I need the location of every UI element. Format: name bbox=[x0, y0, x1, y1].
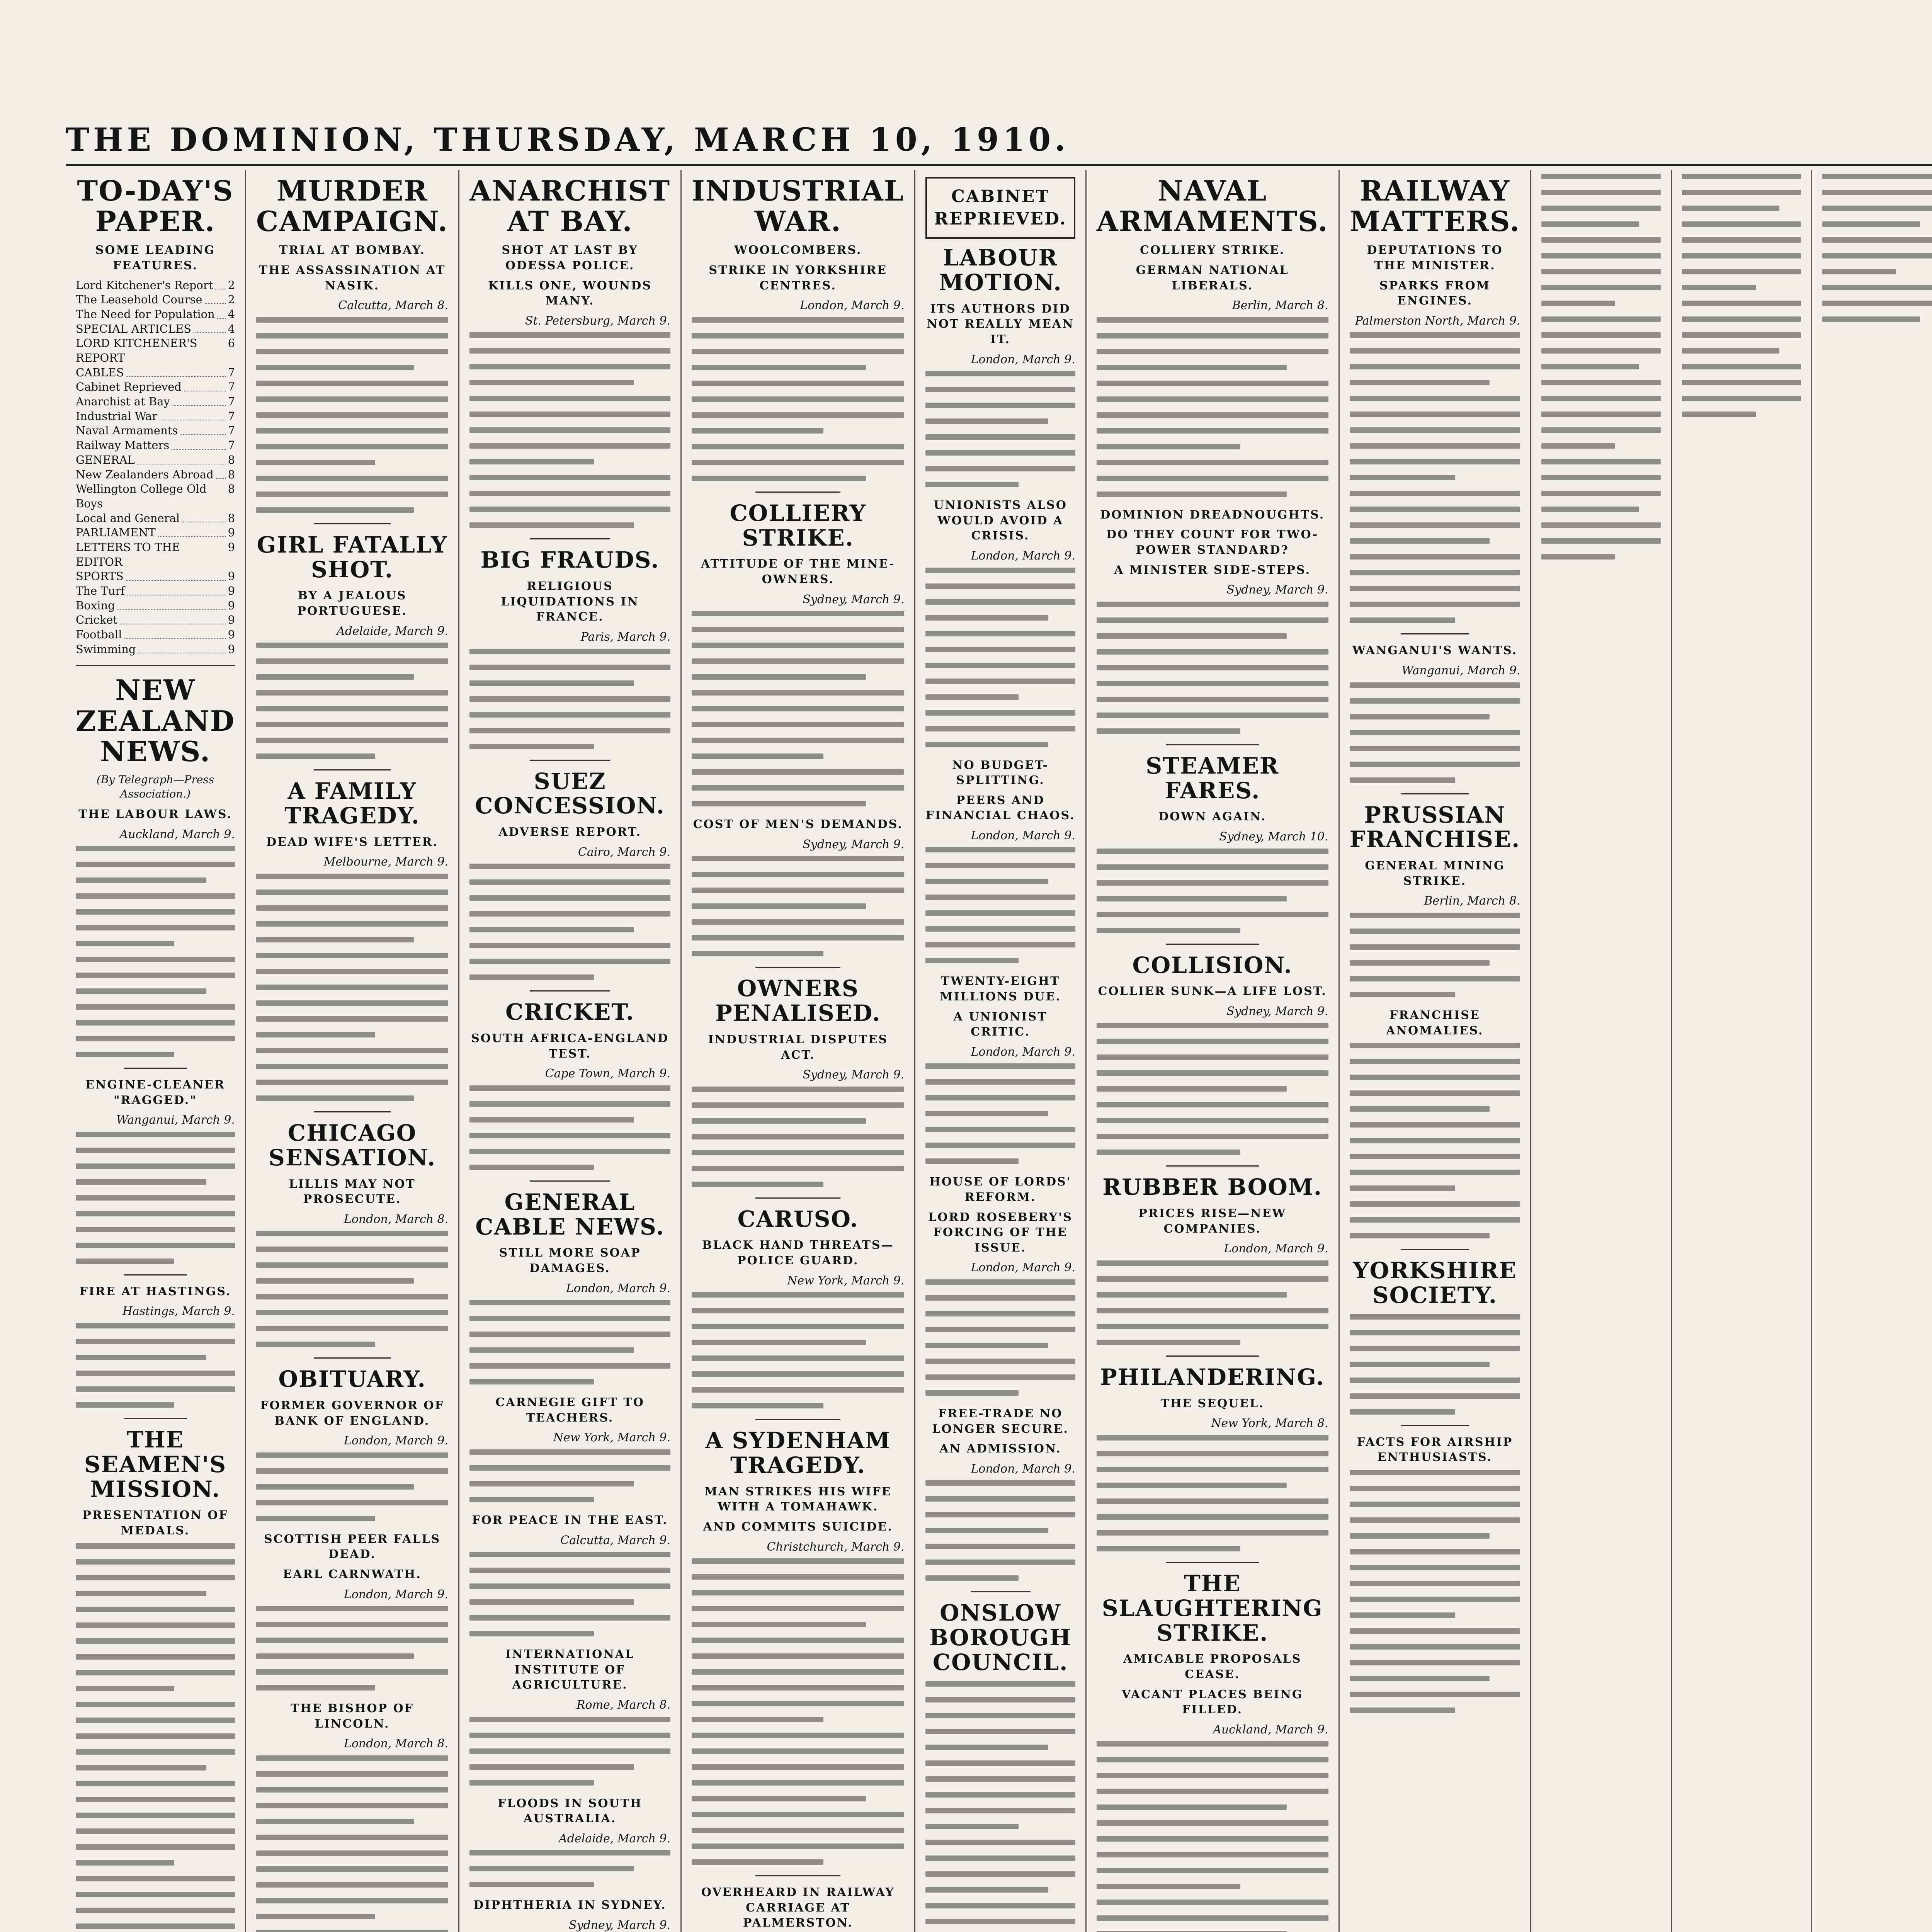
index-row: GENERAL 8 bbox=[76, 453, 235, 466]
article-heading: THE LABOUR LAWS. bbox=[78, 807, 232, 821]
section-subheading: A MINISTER SIDE-STEPS. bbox=[1114, 563, 1311, 577]
section-subheading: ADVERSE REPORT. bbox=[498, 825, 641, 839]
index-row: New Zealanders Abroad 8 bbox=[76, 468, 235, 481]
section-subheading: AMICABLE PROPOSALS CEASE. bbox=[1123, 1652, 1302, 1682]
article-text bbox=[692, 1292, 904, 1408]
article-text bbox=[925, 847, 1075, 963]
section-heading: CHICAGO SENSATION. bbox=[269, 1119, 436, 1171]
column-8 bbox=[1530, 170, 1670, 1932]
article-text bbox=[256, 643, 448, 759]
section-subheading: WOOLCOMBERS. bbox=[734, 243, 862, 257]
article-text bbox=[692, 611, 904, 806]
section-subheading: LORD ROSEBERY'S FORCING OF THE ISSUE. bbox=[928, 1210, 1073, 1255]
section-heading: GENERAL CABLE NEWS. bbox=[475, 1189, 665, 1240]
section-heading: NEW ZEALAND NEWS. bbox=[76, 673, 235, 768]
dateline: London, March 9. bbox=[971, 1462, 1075, 1476]
column-2 bbox=[245, 170, 458, 1932]
index-row: Anarchist at Bay 7 bbox=[76, 395, 235, 408]
index-row: Railway Matters 7 bbox=[76, 439, 235, 452]
dateline: London, March 9. bbox=[971, 549, 1075, 563]
column-9 bbox=[1671, 170, 1811, 1932]
article-text bbox=[692, 1558, 904, 1865]
article-text bbox=[256, 1231, 448, 1347]
section-heading: ANARCHIST AT BAY. bbox=[469, 174, 671, 238]
section-subheading: SHOT AT LAST BY ODESSA POLICE. bbox=[502, 243, 638, 272]
index-row: Wellington College Old Boys 8 bbox=[76, 482, 235, 510]
masthead bbox=[66, 121, 1932, 166]
dateline: Calcutta, March 9. bbox=[560, 1533, 671, 1547]
article-text bbox=[76, 846, 235, 1057]
dateline: Sydney, March 9. bbox=[1226, 1004, 1328, 1018]
article-text bbox=[469, 1850, 670, 1887]
dateline: Auckland, March 9. bbox=[1213, 1723, 1328, 1736]
dateline: Sydney, March 9. bbox=[803, 1068, 905, 1082]
article-heading: FRANCHISE ANOMALIES. bbox=[1386, 1008, 1484, 1037]
article-heading: CARNEGIE GIFT TO TEACHERS. bbox=[495, 1396, 645, 1425]
article-text bbox=[469, 1552, 670, 1636]
article-text bbox=[692, 1087, 904, 1187]
index-row: Lord Kitchener's Report 2 bbox=[76, 278, 235, 292]
article-text bbox=[1822, 174, 1932, 322]
dateline: Wanganui, March 9. bbox=[1401, 663, 1520, 677]
article-text bbox=[469, 864, 670, 980]
section-heading: A FAMILY TRAGEDY. bbox=[284, 778, 420, 829]
index-row: SPORTS 9 bbox=[76, 570, 235, 583]
article-heading: HOUSE OF LORDS' REFORM. bbox=[929, 1175, 1071, 1204]
section-subheading: AND COMMITS SUICIDE. bbox=[703, 1520, 893, 1534]
dateline: New York, March 9. bbox=[787, 1274, 905, 1287]
article-text bbox=[1350, 913, 1520, 997]
section-subheading: THE ASSASSINATION AT NASIK. bbox=[259, 263, 446, 293]
index-row: Local and General 8 bbox=[76, 511, 235, 525]
section-subheading: COLLIERY STRIKE. bbox=[1140, 243, 1285, 257]
article-text bbox=[469, 649, 670, 749]
dateline: Wanganui, March 9. bbox=[116, 1113, 235, 1127]
article-text bbox=[256, 1755, 448, 1932]
article-heading: INTERNATIONAL INSTITUTE OF AGRICULTURE. bbox=[505, 1648, 635, 1692]
article-text bbox=[1097, 1741, 1328, 1932]
article-heading: COST OF MEN'S DEMANDS. bbox=[693, 818, 903, 832]
dateline: London, March 8. bbox=[344, 1737, 449, 1751]
section-subheading: RELIGIOUS LIQUIDATIONS IN FRANCE. bbox=[501, 580, 639, 624]
article-text bbox=[692, 317, 904, 481]
section-subheading: PRESENTATION OF MEDALS. bbox=[82, 1509, 228, 1538]
index-row: CABLES 7 bbox=[76, 366, 235, 379]
section-subheading: BLACK HAND THREATS—POLICE GUARD. bbox=[702, 1238, 894, 1268]
dateline: Calcutta, March 8. bbox=[338, 299, 449, 313]
dateline: London, March 9. bbox=[971, 352, 1075, 366]
dateline: Sydney, March 10. bbox=[1219, 830, 1328, 844]
index-row: Swimming 9 bbox=[76, 642, 235, 656]
dateline: Cairo, March 9. bbox=[578, 845, 671, 859]
section-subheading: A UNIONIST CRITIC. bbox=[953, 1010, 1048, 1039]
section-heading: COLLISION. bbox=[1132, 952, 1293, 978]
article-heading: DIPHTHERIA IN SYDNEY. bbox=[473, 1898, 667, 1912]
dateline: London, March 8. bbox=[344, 1212, 449, 1226]
dateline: Paris, March 9. bbox=[580, 630, 671, 644]
section-subheading: GENERAL MINING STRIKE. bbox=[1365, 859, 1505, 888]
section-subheading: DEPUTATIONS TO THE MINISTER. bbox=[1367, 243, 1503, 272]
article-text bbox=[1541, 174, 1660, 560]
index-row: Cabinet Reprieved 7 bbox=[76, 380, 235, 394]
index-row: The Need for Population 4 bbox=[76, 307, 235, 321]
section-heading: BIG FRAUDS. bbox=[480, 547, 660, 573]
section-subheading: VACANT PLACES BEING FILLED. bbox=[1121, 1687, 1303, 1717]
column-10 bbox=[1811, 170, 1932, 1932]
dateline: London, March 9. bbox=[971, 1261, 1075, 1275]
dateline: London, March 9. bbox=[1224, 1242, 1328, 1256]
dateline: Melbourne, March 9. bbox=[323, 855, 449, 869]
article-heading: FOR PEACE IN THE EAST. bbox=[472, 1514, 668, 1527]
column-5 bbox=[914, 170, 1085, 1932]
section-subheading: DEAD WIFE'S LETTER. bbox=[266, 835, 438, 849]
section-heading: RUBBER BOOM. bbox=[1102, 1174, 1323, 1201]
article-text bbox=[1350, 1043, 1520, 1238]
article-text bbox=[76, 1132, 235, 1264]
section-heading: PHILANDERING. bbox=[1100, 1364, 1325, 1391]
index-row: Football 9 bbox=[76, 628, 235, 641]
dateline: London, March 9. bbox=[566, 1281, 671, 1295]
section-heading: CABINET REPRIEVED. bbox=[934, 187, 1067, 229]
section-heading: COLLIERY STRIKE. bbox=[730, 500, 866, 551]
article-text bbox=[1350, 1314, 1520, 1415]
section-subheading: STRIKE IN YORKSHIRE CENTRES. bbox=[709, 263, 888, 293]
section-subheading: SOME LEADING FEATURES. bbox=[95, 243, 216, 272]
article-heading: FREE-TRADE NO LONGER SECURE. bbox=[932, 1407, 1069, 1436]
section-subheading: PEERS AND FINANCIAL CHAOS. bbox=[925, 793, 1075, 823]
section-heading: YORKSHIRE SOCIETY. bbox=[1353, 1257, 1517, 1308]
section-subheading: BY A JEALOUS PORTUGUESE. bbox=[297, 589, 407, 618]
dateline: Berlin, March 8. bbox=[1232, 299, 1328, 313]
section-subheading: THE SEQUEL. bbox=[1160, 1396, 1264, 1410]
section-heading: TO-DAY'S PAPER. bbox=[77, 174, 234, 238]
section-subheading: AN ADMISSION. bbox=[939, 1442, 1061, 1456]
column-4 bbox=[680, 170, 914, 1932]
article-heading: TWENTY-EIGHT MILLIONS DUE. bbox=[940, 975, 1061, 1004]
article-text bbox=[469, 1449, 670, 1502]
article-text bbox=[256, 874, 448, 1101]
section-heading: CRICKET. bbox=[505, 999, 635, 1026]
index-row: LORD KITCHENER'S REPORT 6 bbox=[76, 337, 235, 364]
column-3 bbox=[458, 170, 680, 1932]
article-text bbox=[1097, 1023, 1328, 1155]
dateline: Berlin, March 8. bbox=[1424, 894, 1520, 908]
dateline: New York, March 9. bbox=[553, 1431, 671, 1445]
index-row: LETTERS TO THE EDITOR 9 bbox=[76, 540, 235, 568]
article-heading: UNIONISTS ALSO WOULD AVOID A CRISIS. bbox=[934, 498, 1067, 543]
article-text bbox=[1350, 332, 1520, 623]
article-text bbox=[469, 1300, 670, 1384]
dateline: Adelaide, March 9. bbox=[337, 624, 449, 638]
article-heading: FACTS FOR AIRSHIP ENTHUSIASTS. bbox=[1357, 1435, 1513, 1464]
article-heading: NO BUDGET-SPLITTING. bbox=[952, 758, 1049, 787]
article-text bbox=[925, 371, 1075, 487]
section-subheading: FORMER GOVERNOR OF BANK OF ENGLAND. bbox=[260, 1399, 444, 1428]
article-text bbox=[1097, 849, 1328, 933]
dateline: London, March 9. bbox=[344, 1434, 449, 1448]
article-text bbox=[256, 317, 448, 513]
dateline: Sydney, March 9. bbox=[569, 1918, 671, 1932]
article-text bbox=[469, 332, 670, 528]
section-heading: OWNERS PENALISED. bbox=[715, 975, 881, 1027]
article-text bbox=[925, 1063, 1075, 1164]
section-subheading: MAN STRIKES HIS WIFE WITH A TOMAHAWK. bbox=[704, 1485, 892, 1514]
section-subheading: DO THEY COUNT FOR TWO-POWER STANDARD? bbox=[1106, 528, 1319, 557]
section-heading: ONSLOW BOROUGH COUNCIL. bbox=[929, 1600, 1072, 1675]
dateline: London, March 9. bbox=[800, 299, 905, 313]
index-row: Industrial War 7 bbox=[76, 409, 235, 423]
article-heading: ENGINE-CLEANER "RAGGED." bbox=[85, 1078, 225, 1107]
article-heading: DOMINION DREADNOUGHTS. bbox=[1100, 508, 1325, 522]
dateline: Adelaide, March 9. bbox=[559, 1832, 671, 1845]
section-heading: THE SLAUGHTERING STRIKE. bbox=[1102, 1570, 1323, 1646]
dateline: Hastings, March 9. bbox=[122, 1304, 235, 1318]
dateline: Cape Town, March 9. bbox=[545, 1067, 671, 1081]
article-text bbox=[925, 1681, 1075, 1932]
article-text bbox=[1097, 1260, 1328, 1345]
section-subheading: DOWN AGAIN. bbox=[1158, 810, 1267, 824]
section-heading: THE SEAMEN'S MISSION. bbox=[84, 1427, 227, 1502]
section-heading: INDUSTRIAL WAR. bbox=[692, 174, 905, 238]
dateline: Rome, March 8. bbox=[576, 1698, 671, 1712]
article-text bbox=[256, 1452, 448, 1521]
section-heading: GIRL FATALLY SHOT. bbox=[257, 531, 448, 583]
article-heading: THE BISHOP OF LINCOLN. bbox=[291, 1702, 414, 1731]
dateline: Christchurch, March 9. bbox=[767, 1540, 905, 1554]
article-text bbox=[76, 1323, 235, 1408]
section-heading: STEAMER FARES. bbox=[1146, 752, 1279, 804]
index-row: The Turf 9 bbox=[76, 584, 235, 597]
section-subheading: SOUTH AFRICA-ENGLAND TEST. bbox=[471, 1032, 669, 1061]
article-text bbox=[256, 1606, 448, 1690]
section-subheading: SPARKS FROM ENGINES. bbox=[1379, 279, 1490, 308]
dateline: Auckland, March 9. bbox=[119, 827, 235, 841]
section-heading: SUEZ CONCESSION. bbox=[475, 768, 665, 819]
contents-index bbox=[76, 278, 235, 657]
column-7 bbox=[1338, 170, 1531, 1932]
article-heading: WANGANUI'S WANTS. bbox=[1352, 644, 1518, 658]
article-heading: SCOTTISH PEER FALLS DEAD. bbox=[264, 1532, 441, 1561]
dateline: Palmerston North, March 9. bbox=[1355, 314, 1520, 328]
article-text bbox=[1350, 1470, 1520, 1713]
section-heading: CARUSO. bbox=[737, 1206, 859, 1232]
dateline: Sydney, March 9. bbox=[1226, 583, 1328, 597]
article-text bbox=[469, 1085, 670, 1170]
article-heading: FIRE AT HASTINGS. bbox=[79, 1284, 231, 1298]
article-text bbox=[469, 1717, 670, 1786]
article-text bbox=[925, 1480, 1075, 1581]
column-1 bbox=[66, 170, 245, 1932]
section-heading: OBITUARY. bbox=[278, 1366, 426, 1393]
index-row: PARLIAMENT 9 bbox=[76, 526, 235, 539]
section-subheading: INDUSTRIAL DISPUTES ACT. bbox=[708, 1032, 888, 1062]
article-text bbox=[76, 1543, 235, 1932]
section-heading: NAVAL ARMAMENTS. bbox=[1096, 174, 1328, 238]
section-subheading: COLLIER SUNK—A LIFE LOST. bbox=[1098, 985, 1327, 998]
index-row: Cricket 9 bbox=[76, 613, 235, 627]
section-caption: (By Telegraph—Press Association.) bbox=[96, 773, 214, 800]
section-subheading: KILLS ONE, WOUNDS MANY. bbox=[488, 279, 652, 308]
article-heading: OVERHEARD IN RAILWAY CARRIAGE AT PALMERSTON. bbox=[701, 1886, 895, 1930]
section-heading: RAILWAY MATTERS. bbox=[1349, 174, 1520, 238]
section-subheading: LILLIS MAY NOT PROSECUTE. bbox=[289, 1177, 416, 1206]
dateline: New York, March 8. bbox=[1211, 1417, 1328, 1430]
article-text bbox=[925, 1279, 1075, 1396]
section-subheading: GERMAN NATIONAL LIBERALS. bbox=[1136, 263, 1289, 293]
column-6 bbox=[1085, 170, 1338, 1932]
newspaper-title: THE DOMINION, THURSDAY, MARCH 10, 1910. bbox=[66, 121, 1070, 158]
section-subheading: ITS AUTHORS DID NOT REALLY MEAN IT. bbox=[927, 302, 1074, 346]
article-text bbox=[1682, 174, 1801, 417]
article-text bbox=[692, 856, 904, 956]
dateline: London, March 9. bbox=[971, 1045, 1075, 1059]
headline-box bbox=[925, 177, 1075, 239]
article-text bbox=[1097, 317, 1328, 497]
index-row: Boxing 9 bbox=[76, 599, 235, 612]
index-row: Naval Armaments 7 bbox=[76, 424, 235, 437]
dateline: Sydney, March 9. bbox=[803, 592, 905, 606]
section-subheading: TRIAL AT BOMBAY. bbox=[279, 243, 426, 257]
section-heading: MURDER CAMPAIGN. bbox=[256, 174, 449, 238]
dateline: Sydney, March 9. bbox=[803, 837, 905, 851]
article-text bbox=[1097, 1435, 1328, 1551]
article-text bbox=[925, 568, 1075, 747]
section-heading: PRUSSIAN FRANCHISE. bbox=[1349, 801, 1520, 853]
news-columns bbox=[66, 170, 1932, 1932]
section-subheading: EARL CARNWATH. bbox=[283, 1568, 422, 1582]
section-subheading: STILL MORE SOAP DAMAGES. bbox=[499, 1246, 641, 1276]
section-heading: A SYDENHAM TRAGEDY. bbox=[705, 1427, 891, 1479]
section-subheading: ATTITUDE OF THE MINE-OWNERS. bbox=[701, 557, 895, 586]
article-text bbox=[1097, 602, 1328, 734]
index-row: The Leasehold Course 2 bbox=[76, 293, 235, 306]
index-row: SPECIAL ARTICLES 4 bbox=[76, 322, 235, 335]
dateline: St. Petersburg, March 9. bbox=[525, 314, 671, 328]
dateline: London, March 9. bbox=[344, 1587, 449, 1601]
section-subheading: LABOUR MOTION. bbox=[939, 245, 1062, 296]
article-text bbox=[1350, 682, 1520, 783]
dateline: London, March 9. bbox=[971, 828, 1075, 842]
article-heading: FLOODS IN SOUTH AUSTRALIA. bbox=[497, 1796, 643, 1826]
section-subheading: PRICES RISE—NEW COMPANIES. bbox=[1138, 1207, 1287, 1236]
